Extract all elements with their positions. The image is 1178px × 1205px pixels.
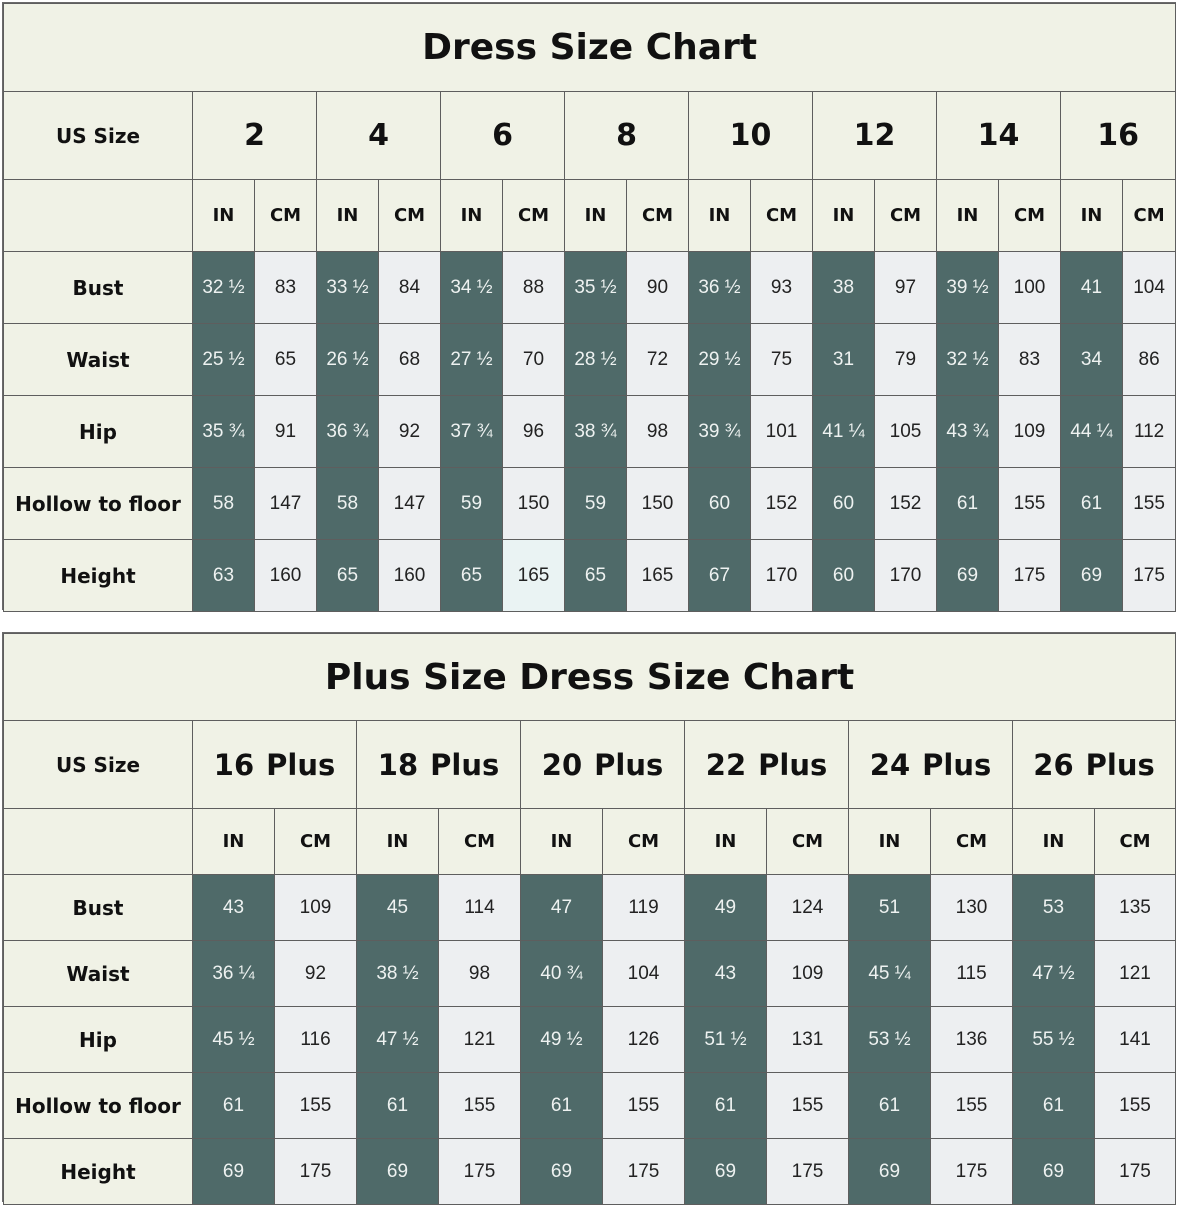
measurement-label: Bust xyxy=(4,875,193,941)
value-cm-cell: 147 xyxy=(255,468,317,540)
value-cm-cell: 119 xyxy=(603,875,685,941)
size-heading xyxy=(193,721,357,809)
value-cm-cell: 68 xyxy=(379,324,441,396)
us-size-label: US Size xyxy=(4,92,193,180)
value-in-cell: 61 xyxy=(521,1073,603,1139)
value-in-cell: 67 xyxy=(689,540,751,612)
value-in-cell: 69 xyxy=(193,1139,275,1205)
unit-in-heading: IN xyxy=(317,180,379,252)
unit-row-label-blank xyxy=(4,180,193,252)
size-heading-part: Plus xyxy=(922,747,992,782)
size-heading: 14 xyxy=(937,92,1061,180)
unit-in-heading: IN xyxy=(193,809,275,875)
measurement-row xyxy=(4,468,1176,540)
value-in-cell: 47 ½ xyxy=(357,1007,439,1073)
unit-in-heading: IN xyxy=(1061,180,1123,252)
value-in-cell: 60 xyxy=(813,468,875,540)
value-in-cell: 47 xyxy=(521,875,603,941)
value-cm-cell: 114 xyxy=(439,875,521,941)
chart-title: Dress Size Chart xyxy=(4,4,1176,92)
value-in-cell: 60 xyxy=(813,540,875,612)
value-cm-cell: 100 xyxy=(999,252,1061,324)
size-header-row xyxy=(4,92,1176,180)
size-heading: 6 xyxy=(441,92,565,180)
measurement-row xyxy=(4,252,1176,324)
size-heading xyxy=(849,721,1013,809)
value-in-cell: 53 xyxy=(1013,875,1095,941)
plus-size-dress-size-chart xyxy=(2,632,1176,1202)
measurement-label: Hollow to floor xyxy=(4,1073,193,1139)
value-in-cell: 61 xyxy=(193,1073,275,1139)
plus-size-table xyxy=(3,633,1176,1205)
size-heading-part: Plus xyxy=(1085,747,1155,782)
value-cm-cell: 70 xyxy=(503,324,565,396)
value-cm-cell: 112 xyxy=(1123,396,1176,468)
value-cm-cell: 155 xyxy=(1123,468,1176,540)
value-cm-cell: 98 xyxy=(627,396,689,468)
value-in-cell: 69 xyxy=(685,1139,767,1205)
size-heading: 8 xyxy=(565,92,689,180)
value-in-cell: 58 xyxy=(317,468,379,540)
size-heading-part: 16 xyxy=(213,747,255,782)
value-cm-cell: 83 xyxy=(255,252,317,324)
unit-cm-heading: CM xyxy=(627,180,689,252)
value-in-cell: 32 ½ xyxy=(193,252,255,324)
value-in-cell: 36 ¾ xyxy=(317,396,379,468)
value-in-cell: 41 xyxy=(1061,252,1123,324)
value-in-cell: 25 ½ xyxy=(193,324,255,396)
value-in-cell: 36 ¼ xyxy=(193,941,275,1007)
value-cm-cell: 175 xyxy=(1095,1139,1176,1205)
value-cm-cell: 175 xyxy=(767,1139,849,1205)
size-heading: 4 xyxy=(317,92,441,180)
value-cm-cell: 136 xyxy=(931,1007,1013,1073)
value-in-cell: 32 ½ xyxy=(937,324,999,396)
value-cm-cell: 101 xyxy=(751,396,813,468)
value-cm-cell: 98 xyxy=(439,941,521,1007)
value-in-cell: 43 ¾ xyxy=(937,396,999,468)
value-in-cell: 34 ½ xyxy=(441,252,503,324)
value-in-cell: 69 xyxy=(1061,540,1123,612)
unit-cm-heading: CM xyxy=(255,180,317,252)
value-cm-cell: 121 xyxy=(439,1007,521,1073)
value-cm-cell: 130 xyxy=(931,875,1013,941)
measurement-row xyxy=(4,396,1176,468)
unit-in-heading: IN xyxy=(849,809,931,875)
value-in-cell: 51 xyxy=(849,875,931,941)
unit-in-heading: IN xyxy=(937,180,999,252)
value-cm-cell: 165 xyxy=(627,540,689,612)
value-in-cell: 69 xyxy=(849,1139,931,1205)
dress-size-table xyxy=(3,3,1176,612)
value-in-cell: 60 xyxy=(689,468,751,540)
size-heading-part: 26 xyxy=(1033,747,1074,782)
value-cm-cell: 131 xyxy=(767,1007,849,1073)
unit-cm-heading: CM xyxy=(275,809,357,875)
value-cm-cell: 160 xyxy=(255,540,317,612)
value-in-cell: 45 ½ xyxy=(193,1007,275,1073)
value-in-cell: 49 xyxy=(685,875,767,941)
value-in-cell: 69 xyxy=(357,1139,439,1205)
size-heading: 12 xyxy=(813,92,937,180)
unit-in-heading: IN xyxy=(193,180,255,252)
value-in-cell: 61 xyxy=(685,1073,767,1139)
value-cm-cell: 175 xyxy=(603,1139,685,1205)
value-cm-cell: 170 xyxy=(751,540,813,612)
size-heading: 16 xyxy=(1061,92,1176,180)
value-in-cell: 65 xyxy=(317,540,379,612)
size-heading xyxy=(521,721,685,809)
measurement-row xyxy=(4,875,1176,941)
value-cm-cell: 147 xyxy=(379,468,441,540)
value-in-cell: 69 xyxy=(521,1139,603,1205)
value-cm-cell: 116 xyxy=(275,1007,357,1073)
value-cm-cell: 90 xyxy=(627,252,689,324)
value-cm-cell: 124 xyxy=(767,875,849,941)
value-in-cell: 69 xyxy=(937,540,999,612)
value-in-cell: 36 ½ xyxy=(689,252,751,324)
unit-in-heading: IN xyxy=(685,809,767,875)
value-in-cell: 34 xyxy=(1061,324,1123,396)
size-heading-part: 24 xyxy=(869,747,911,782)
dress-size-chart xyxy=(2,2,1176,610)
value-cm-cell: 126 xyxy=(603,1007,685,1073)
value-in-cell: 39 ½ xyxy=(937,252,999,324)
value-in-cell: 53 ½ xyxy=(849,1007,931,1073)
value-in-cell: 40 ¾ xyxy=(521,941,603,1007)
value-in-cell: 61 xyxy=(1013,1073,1095,1139)
value-cm-cell: 105 xyxy=(875,396,937,468)
value-cm-cell: 135 xyxy=(1095,875,1176,941)
measurement-row xyxy=(4,1139,1176,1205)
value-in-cell: 61 xyxy=(849,1073,931,1139)
unit-cm-heading: CM xyxy=(603,809,685,875)
value-in-cell: 26 ½ xyxy=(317,324,379,396)
value-in-cell: 61 xyxy=(937,468,999,540)
value-in-cell: 41 ¼ xyxy=(813,396,875,468)
value-in-cell: 43 xyxy=(685,941,767,1007)
value-cm-cell: 115 xyxy=(931,941,1013,1007)
value-in-cell: 47 ½ xyxy=(1013,941,1095,1007)
value-in-cell: 61 xyxy=(357,1073,439,1139)
value-cm-cell: 155 xyxy=(439,1073,521,1139)
value-in-cell: 49 ½ xyxy=(521,1007,603,1073)
value-in-cell: 43 xyxy=(193,875,275,941)
value-in-cell: 69 xyxy=(1013,1139,1095,1205)
unit-in-heading: IN xyxy=(1013,809,1095,875)
value-cm-cell: 175 xyxy=(439,1139,521,1205)
value-in-cell: 55 ½ xyxy=(1013,1007,1095,1073)
value-cm-cell: 150 xyxy=(503,468,565,540)
value-in-cell: 29 ½ xyxy=(689,324,751,396)
unit-in-heading: IN xyxy=(689,180,751,252)
unit-in-heading: IN xyxy=(521,809,603,875)
value-cm-cell: 104 xyxy=(1123,252,1176,324)
value-in-cell: 27 ½ xyxy=(441,324,503,396)
unit-cm-heading: CM xyxy=(503,180,565,252)
unit-in-heading: IN xyxy=(813,180,875,252)
unit-cm-heading: CM xyxy=(767,809,849,875)
size-heading-part: Plus xyxy=(430,747,500,782)
unit-cm-heading: CM xyxy=(999,180,1061,252)
value-cm-cell: 84 xyxy=(379,252,441,324)
value-cm-cell: 65 xyxy=(255,324,317,396)
value-cm-cell: 175 xyxy=(931,1139,1013,1205)
value-in-cell: 38 xyxy=(813,252,875,324)
size-heading-part: Plus xyxy=(758,747,828,782)
value-cm-cell: 96 xyxy=(503,396,565,468)
value-in-cell: 65 xyxy=(441,540,503,612)
size-heading-part: Plus xyxy=(266,747,336,782)
value-cm-cell: 109 xyxy=(767,941,849,1007)
size-heading xyxy=(357,721,521,809)
value-cm-cell: 75 xyxy=(751,324,813,396)
value-cm-cell: 104 xyxy=(603,941,685,1007)
value-cm-cell: 86 xyxy=(1123,324,1176,396)
value-in-cell: 31 xyxy=(813,324,875,396)
value-cm-cell: 97 xyxy=(875,252,937,324)
value-cm-cell: 152 xyxy=(875,468,937,540)
unit-header-row xyxy=(4,809,1176,875)
value-in-cell: 35 ½ xyxy=(565,252,627,324)
measurement-label: Height xyxy=(4,1139,193,1205)
value-cm-cell: 72 xyxy=(627,324,689,396)
unit-row-label-blank xyxy=(4,809,193,875)
unit-in-heading: IN xyxy=(441,180,503,252)
value-in-cell: 38 ½ xyxy=(357,941,439,1007)
us-size-label: US Size xyxy=(4,721,193,809)
value-cm-cell: 170 xyxy=(875,540,937,612)
value-cm-cell: 155 xyxy=(767,1073,849,1139)
measurement-row xyxy=(4,540,1176,612)
unit-cm-heading: CM xyxy=(439,809,521,875)
size-heading: 2 xyxy=(193,92,317,180)
size-heading-part: Plus xyxy=(594,747,664,782)
value-cm-cell: 175 xyxy=(999,540,1061,612)
measurement-label: Bust xyxy=(4,252,193,324)
value-in-cell: 45 xyxy=(357,875,439,941)
value-cm-cell: 175 xyxy=(1123,540,1176,612)
value-in-cell: 45 ¼ xyxy=(849,941,931,1007)
measurement-label: Waist xyxy=(4,324,193,396)
value-cm-cell: 83 xyxy=(999,324,1061,396)
value-cm-cell: 155 xyxy=(999,468,1061,540)
value-in-cell: 44 ¼ xyxy=(1061,396,1123,468)
value-in-cell: 28 ½ xyxy=(565,324,627,396)
value-cm-cell: 155 xyxy=(275,1073,357,1139)
chart-title: Plus Size Dress Size Chart xyxy=(4,634,1176,721)
value-in-cell: 51 ½ xyxy=(685,1007,767,1073)
value-cm-cell: 109 xyxy=(275,875,357,941)
value-cm-cell: 141 xyxy=(1095,1007,1176,1073)
measurement-label: Hollow to floor xyxy=(4,468,193,540)
value-cm-cell: 92 xyxy=(275,941,357,1007)
value-cm-cell: 150 xyxy=(627,468,689,540)
unit-cm-heading: CM xyxy=(931,809,1013,875)
measurement-row xyxy=(4,1073,1176,1139)
value-in-cell: 65 xyxy=(565,540,627,612)
measurement-label: Hip xyxy=(4,396,193,468)
value-cm-cell: 160 xyxy=(379,540,441,612)
size-heading: 10 xyxy=(689,92,813,180)
value-in-cell: 35 ¾ xyxy=(193,396,255,468)
value-cm-cell: 165 xyxy=(503,540,565,612)
value-in-cell: 39 ¾ xyxy=(689,396,751,468)
unit-in-heading: IN xyxy=(565,180,627,252)
size-heading xyxy=(685,721,849,809)
value-cm-cell: 155 xyxy=(1095,1073,1176,1139)
value-in-cell: 58 xyxy=(193,468,255,540)
value-cm-cell: 121 xyxy=(1095,941,1176,1007)
unit-cm-heading: CM xyxy=(875,180,937,252)
value-cm-cell: 152 xyxy=(751,468,813,540)
unit-cm-heading: CM xyxy=(379,180,441,252)
unit-header-row xyxy=(4,180,1176,252)
value-cm-cell: 155 xyxy=(603,1073,685,1139)
value-in-cell: 59 xyxy=(441,468,503,540)
value-in-cell: 59 xyxy=(565,468,627,540)
value-cm-cell: 175 xyxy=(275,1139,357,1205)
size-heading-part: 18 xyxy=(377,747,419,782)
value-in-cell: 33 ½ xyxy=(317,252,379,324)
size-heading xyxy=(1013,721,1176,809)
value-in-cell: 37 ¾ xyxy=(441,396,503,468)
size-header-row xyxy=(4,721,1176,809)
unit-cm-heading: CM xyxy=(1123,180,1176,252)
unit-cm-heading: CM xyxy=(1095,809,1176,875)
unit-in-heading: IN xyxy=(357,809,439,875)
measurement-label: Hip xyxy=(4,1007,193,1073)
value-cm-cell: 155 xyxy=(931,1073,1013,1139)
measurement-row xyxy=(4,1007,1176,1073)
value-in-cell: 63 xyxy=(193,540,255,612)
value-cm-cell: 88 xyxy=(503,252,565,324)
value-cm-cell: 92 xyxy=(379,396,441,468)
value-cm-cell: 79 xyxy=(875,324,937,396)
size-heading-part: 20 xyxy=(541,747,583,782)
value-in-cell: 38 ¾ xyxy=(565,396,627,468)
size-heading-part: 22 xyxy=(705,747,747,782)
unit-cm-heading: CM xyxy=(751,180,813,252)
value-cm-cell: 91 xyxy=(255,396,317,468)
measurement-label: Waist xyxy=(4,941,193,1007)
value-cm-cell: 93 xyxy=(751,252,813,324)
measurement-row xyxy=(4,941,1176,1007)
measurement-label: Height xyxy=(4,540,193,612)
value-cm-cell: 109 xyxy=(999,396,1061,468)
value-in-cell: 61 xyxy=(1061,468,1123,540)
measurement-row xyxy=(4,324,1176,396)
